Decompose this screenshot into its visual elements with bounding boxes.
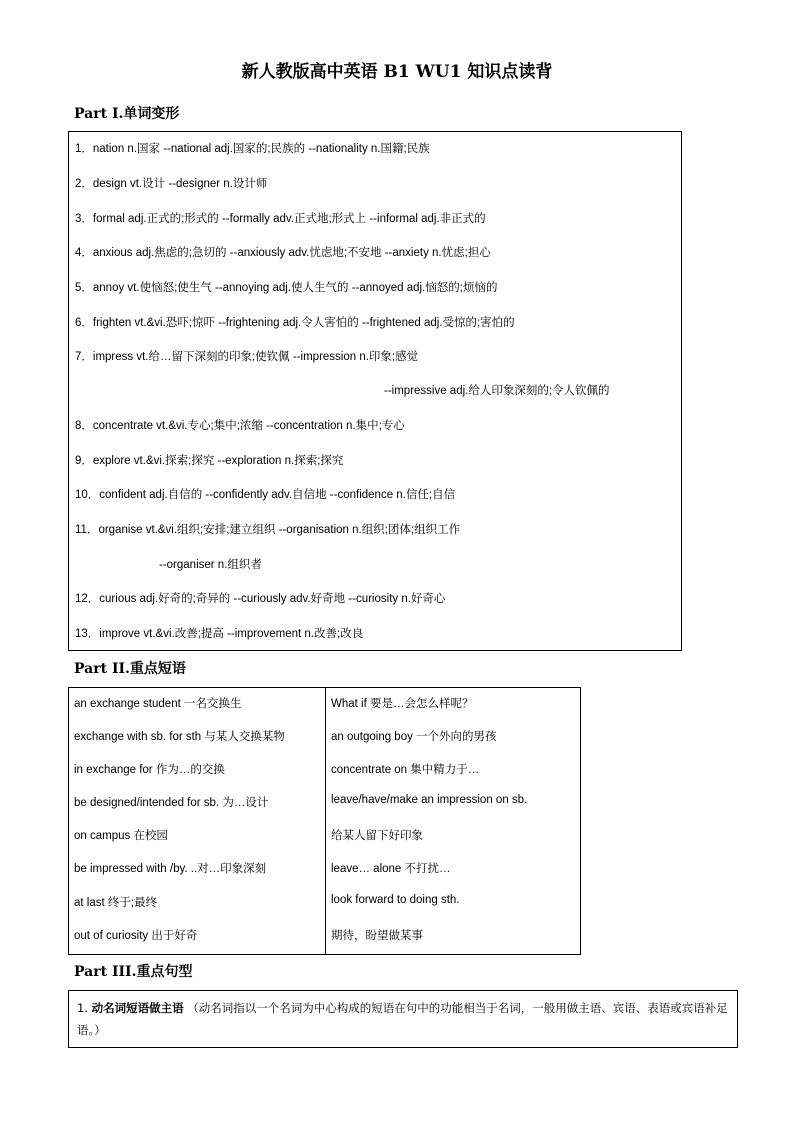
phrase-cell: an exchange student 一名交换生: [74, 698, 242, 710]
vocabulary-box: [68, 131, 682, 651]
column-divider: [325, 688, 326, 954]
phrase-cell: in exchange for 作为…的交换: [74, 764, 225, 776]
vocab-line: 12．curious adj.好奇的;奇异的 --curiously adv.好奇地 --curiosity n.好奇心: [75, 593, 446, 605]
vocab-line: 10．confident adj.自信的 --confidently adv.自信地 --confidence n.信任;自信: [75, 489, 456, 501]
sentence-pattern-item: [77, 997, 732, 1041]
vocab-line: 5．annoy vt.使恼怒;使生气 --annoying adj.使人生气的 --annoyed adj.恼怒的;烦恼的: [75, 282, 498, 294]
sentence-pattern-box: [68, 990, 738, 1048]
phrase-cell: What if 要是…会怎么样呢？: [331, 698, 474, 710]
phrase-cell: be impressed with /by. ..对…印象深刻: [74, 863, 267, 875]
vocab-line: 8．concentrate vt.&vi.专心;集中;浓缩 --concentration n.集中;专心: [75, 420, 405, 432]
phrase-cell: out of curiosity 出于好奇: [74, 930, 198, 942]
vocab-line-continued: --organiser n.组织者: [159, 559, 262, 571]
phrase-cell: an outgoing boy 一个外向的男孩: [331, 731, 497, 743]
phrase-cell: exchange with sb. for sth 与某人交换某物: [74, 731, 285, 743]
vocab-line: 1．nation n.国家 --national adj.国家的;民族的 --nationality n.国籍;民族: [75, 143, 430, 155]
item-number: 1.: [77, 1001, 88, 1015]
part-1-heading: Part I.单词变形: [74, 106, 180, 122]
phrase-cell: on campus 在校园: [74, 830, 168, 842]
vocab-line: 6．frighten vt.&vi.恐吓;惊吓 --frightening adj.令人害怕的 --frightened adj.受惊的;害怕的: [75, 317, 515, 329]
phrase-cell: 给某人留下好印象: [331, 830, 423, 842]
phrase-cell: concentrate on 集中精力于…: [331, 764, 480, 776]
vocab-line: 2．design vt.设计 --designer n.设计师: [75, 178, 268, 190]
vocab-line-continued: --impressive adj.给人印象深刻的;令人钦佩的: [384, 385, 610, 397]
part-2-heading: Part II.重点短语: [74, 661, 186, 677]
phrase-cell: look forward to doing sth.: [331, 894, 460, 906]
vocab-line: 9．explore vt.&vi.探索;探究 --exploration n.探索;探究: [75, 455, 344, 467]
phrase-cell: leave… alone 不打扰…: [331, 863, 451, 875]
vocab-line: 7．impress vt.给…留下深刻的印象;使钦佩 --impression n.印象;感觉: [75, 351, 419, 363]
vocab-line: 3．formal adj.正式的;形式的 --formally adv.正式地;形式上 --informal adj.非正式的: [75, 213, 486, 225]
phrase-cell: be designed/intended for sb. 为…设计: [74, 797, 269, 809]
vocab-line: 11．organise vt.&vi.组织;安排;建立组织 --organisation n.组织;团体;组织工作: [75, 524, 461, 536]
vocab-line: 4．anxious adj.焦虑的;急切的 --anxiously adv.忧虑地;不安地 --anxiety n.忧虑;担心: [75, 247, 491, 259]
item-note: （动名词指以一个名词为中心构成的短语在句中的功能相当于名词，一般用做主语、宾语、表语或宾语补足语。）: [77, 1001, 728, 1037]
phrase-cell: leave/have/make an impression on sb.: [331, 794, 528, 806]
page-title: 新人教版高中英语 B1 WU1 知识点读背: [241, 62, 553, 82]
phrase-cell: 期待，盼望做某事: [331, 930, 423, 942]
vocab-line: 13．improve vt.&vi.改善;提高 --improvement n.改善;改良: [75, 628, 364, 640]
item-title: 动名词短语做主语: [91, 1001, 184, 1015]
phrase-table: [68, 687, 581, 955]
phrase-cell: at last 终于;最终: [74, 897, 158, 909]
part-3-heading: Part III.重点句型: [74, 964, 193, 980]
